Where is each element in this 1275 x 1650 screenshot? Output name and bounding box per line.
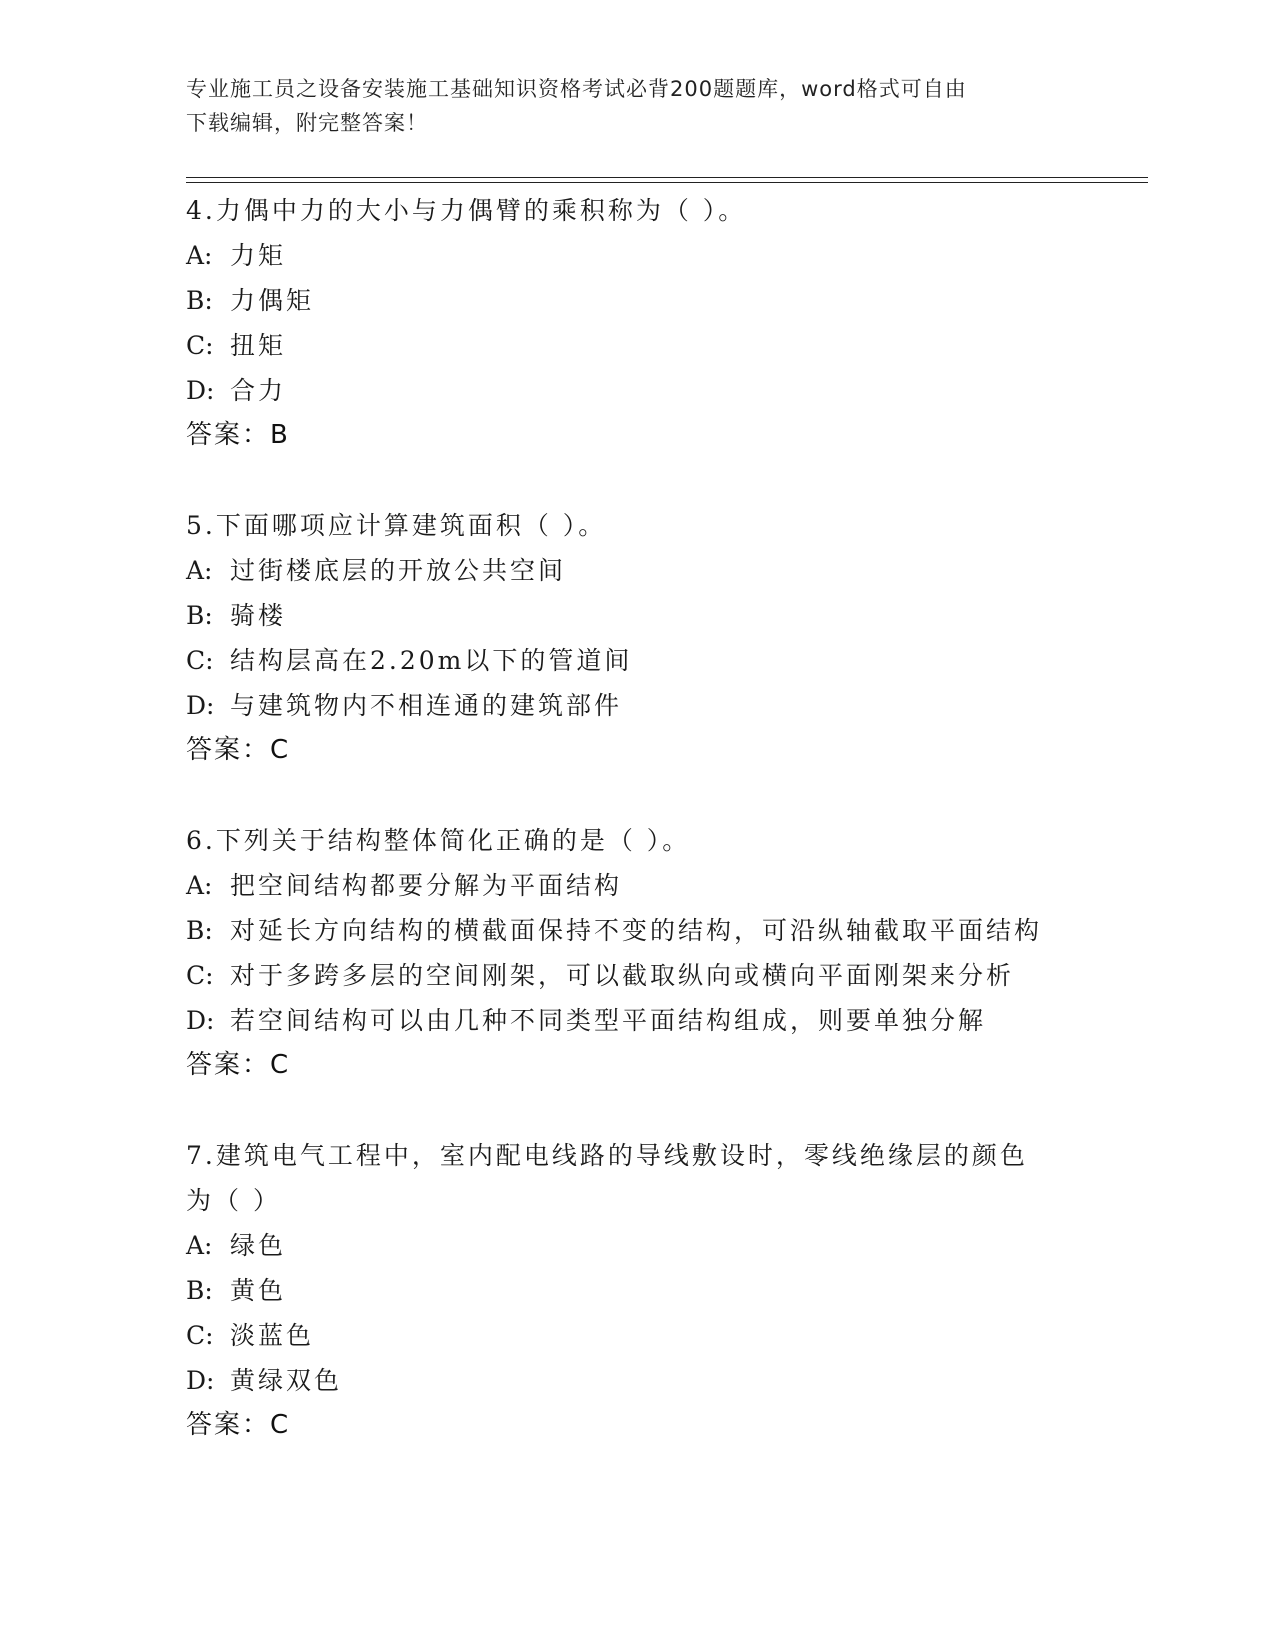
option-c: [186, 953, 1148, 998]
option-b: [186, 278, 1148, 323]
option-text: 结构层高在2.20m以下的管道间: [230, 646, 633, 675]
option-text: 力偶矩: [230, 286, 315, 315]
question-4: [186, 188, 1148, 458]
option-text: 骑楼: [230, 601, 287, 630]
question-7: [186, 1133, 1148, 1448]
option-text: 黄色: [230, 1276, 287, 1305]
option-a: [186, 863, 1148, 908]
header-divider-top: [186, 177, 1148, 178]
option-text: 黄绿双色: [230, 1366, 343, 1395]
option-letter: D:: [186, 691, 215, 720]
option-b: [186, 593, 1148, 638]
option-letter: B:: [186, 286, 213, 315]
option-c: [186, 638, 1148, 683]
option-letter: A:: [186, 241, 213, 270]
question-list: [186, 188, 1148, 1493]
answer-line: 答案：C: [186, 735, 291, 765]
option-text: 把空间结构都要分解为平面结构: [230, 871, 623, 900]
option-text: 扭矩: [230, 331, 287, 360]
option-b: [186, 908, 1148, 953]
question-stem: 4.力偶中力的大小与力偶臂的乘积称为（ ）。: [186, 196, 747, 225]
option-text: 对延长方向结构的横截面保持不变的结构，可沿纵轴截取平面结构: [230, 916, 1043, 945]
option-text: 绿色: [230, 1231, 287, 1260]
header-divider-bottom: [186, 182, 1148, 183]
header-line-1: 专业施工员之设备安装施工基础知识资格考试必背200题题库，word格式可自由: [186, 77, 967, 101]
option-d: [186, 998, 1148, 1043]
option-letter: C:: [186, 961, 214, 990]
option-letter: B:: [186, 1276, 213, 1305]
document-header: [186, 72, 1066, 140]
option-text: 力矩: [230, 241, 287, 270]
option-text: 过街楼底层的开放公共空间: [230, 556, 567, 585]
option-c: [186, 1313, 1148, 1358]
option-letter: C:: [186, 331, 214, 360]
option-letter: D:: [186, 376, 215, 405]
option-text: 淡蓝色: [230, 1321, 315, 1350]
option-c: [186, 323, 1148, 368]
option-letter: A:: [186, 556, 213, 585]
question-stem: 5.下面哪项应计算建筑面积（ ）。: [186, 511, 607, 540]
option-a: [186, 233, 1148, 278]
option-a: [186, 1223, 1148, 1268]
answer-line: 答案：C: [186, 1050, 291, 1080]
option-letter: A:: [186, 871, 213, 900]
option-d: [186, 683, 1148, 728]
option-letter: B:: [186, 601, 213, 630]
option-text: 若空间结构可以由几种不同类型平面结构组成，则要单独分解: [230, 1006, 987, 1035]
option-letter: C:: [186, 1321, 214, 1350]
question-stem: 7.建筑电气工程中，室内配电线路的导线敷设时，零线绝缘层的颜色: [186, 1141, 1028, 1170]
answer-line: 答案：B: [186, 420, 290, 450]
option-text: 对于多跨多层的空间刚架，可以截取纵向或横向平面刚架来分析: [230, 961, 1015, 990]
option-letter: D:: [186, 1006, 215, 1035]
question-6: [186, 818, 1148, 1088]
question-stem-continued: 为（ ）: [186, 1186, 281, 1215]
option-text: 与建筑物内不相连通的建筑部件: [230, 691, 623, 720]
question-stem: 6.下列关于结构整体简化正确的是（ ）。: [186, 826, 691, 855]
answer-line: 答案：C: [186, 1410, 291, 1440]
option-d: [186, 1358, 1148, 1403]
header-line-2: 下载编辑，附完整答案！: [186, 111, 428, 135]
option-text: 合力: [230, 376, 287, 405]
option-d: [186, 368, 1148, 413]
option-letter: A:: [186, 1231, 213, 1260]
option-a: [186, 548, 1148, 593]
question-5: [186, 503, 1148, 773]
option-b: [186, 1268, 1148, 1313]
option-letter: C:: [186, 646, 214, 675]
option-letter: D:: [186, 1366, 215, 1395]
option-letter: B:: [186, 916, 213, 945]
